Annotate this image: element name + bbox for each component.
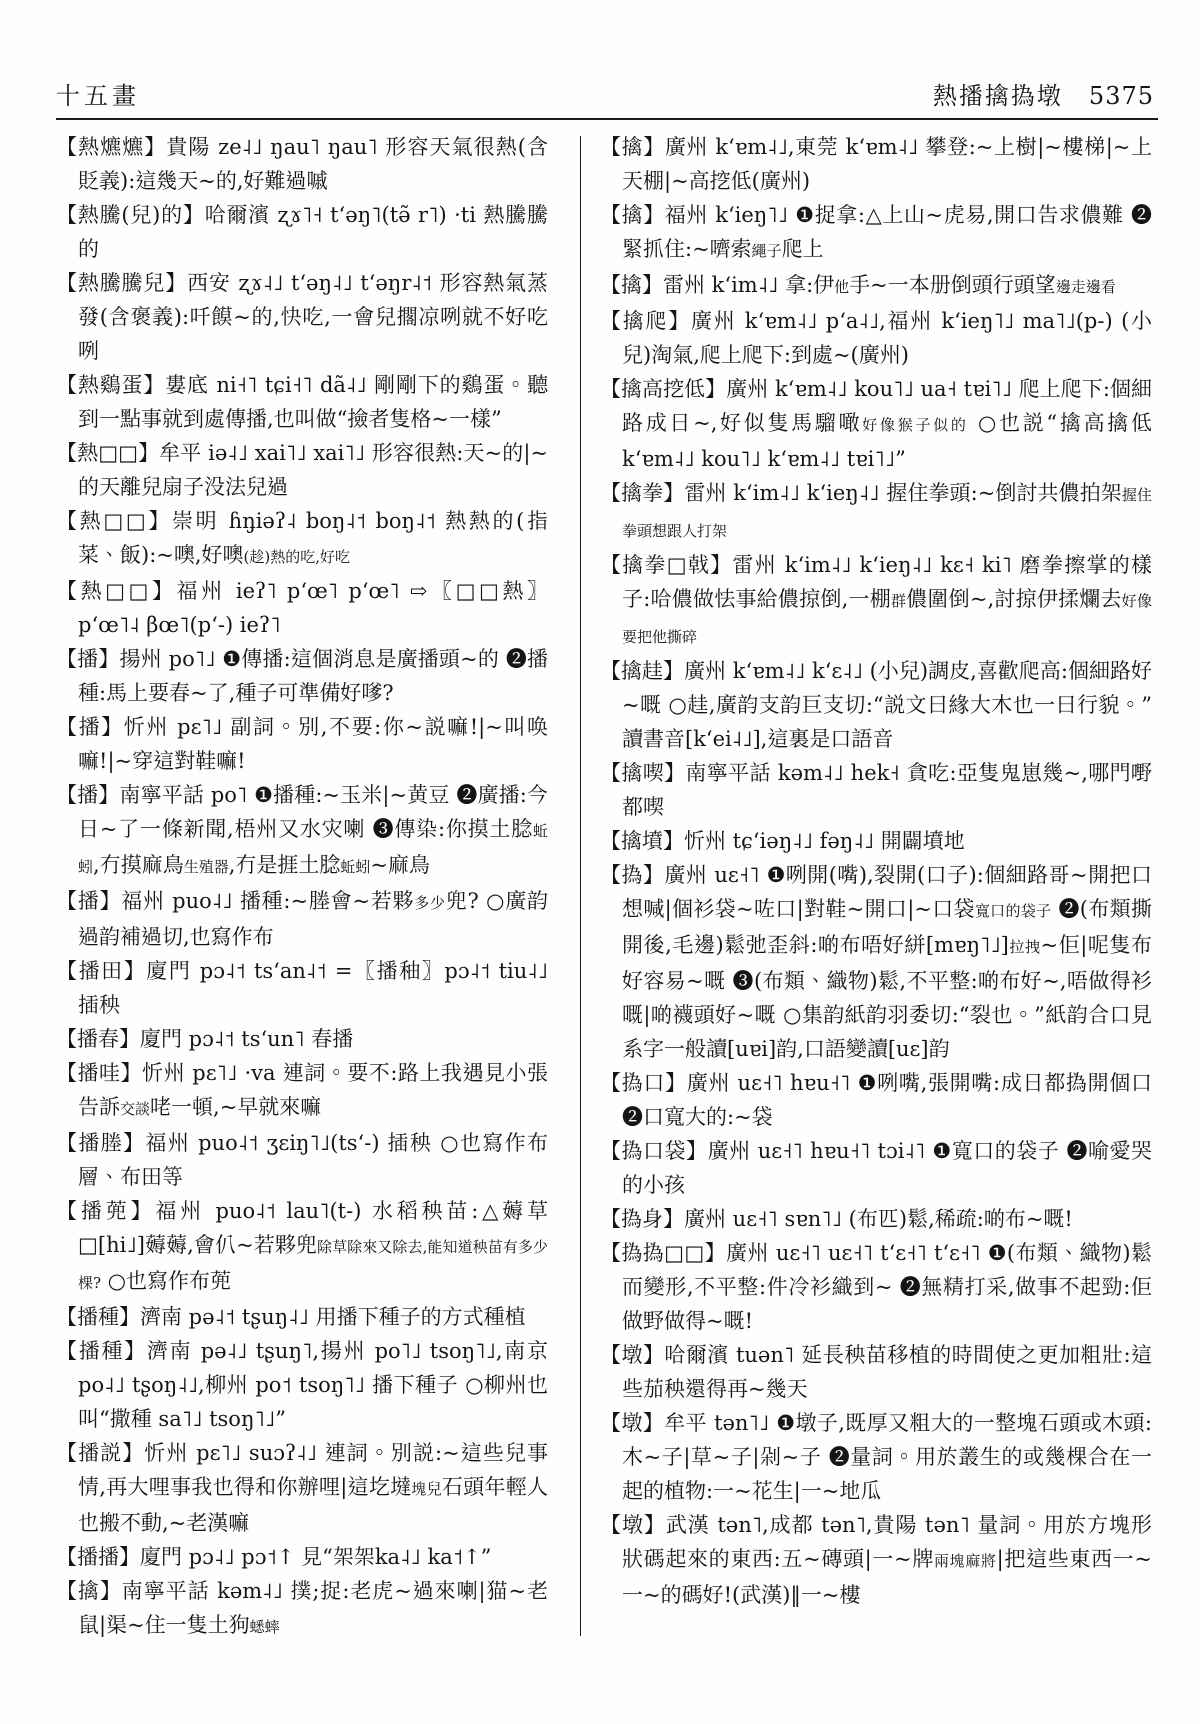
gloss-annotation: 兩塊麻將: [934, 1552, 997, 1570]
dictionary-entry: [56, 1334, 548, 1436]
entry-text: 【擒爬】廣州 kʻɐm˨˩ pʻa˨˩,福州 kʻieŋ˥˩ ma˥˩(p-) (小兒)淘氣,爬上爬下:到處~(廣州): [600, 309, 1152, 367]
dictionary-entry: [600, 1406, 1152, 1508]
column-divider: [580, 136, 581, 1636]
entry-text: 【播種】濟南 pə˨˩ tʂuŋ˥,揚州 po˥˩ tsoŋ˥˩,南京 po˨˩ tʂoŋ˨˩,柳州 po˦ tsoŋ˥˩ 播下種子 ○柳州也叫“撒種 sa˥˩ tsoŋ˥˩”: [56, 1339, 548, 1431]
entry-text: 【熱□□】崇明 ɦn̡iəʔ˨ boŋ˨˦ boŋ˨˦ 熱熱的(指菜、飯):~噢,好噢: [56, 509, 548, 567]
entry-text: 【擒喫】南寧平話 kəm˨˩ hek˧ 貪吃:亞隻鬼崽幾~,哪門嘢都喫: [600, 761, 1152, 819]
entry-text: ,冇摸麻鳥: [93, 853, 184, 877]
dictionary-entry: [56, 198, 548, 266]
entry-text: 【撝撝□□】廣州 uε˧˥ uε˧˥ tʻε˧˥ tʻε˧˥ ❶(布類、織物)鬆而變形,不平整:件冷衫織到~ ❷無精打采,做事不起勁:佢做野做得~嘅!: [600, 1241, 1152, 1333]
gloss-annotation: 除草除來又除去,能知道秧苗有多少棵?: [78, 1238, 548, 1292]
dictionary-entry: [600, 1134, 1152, 1202]
entry-text: 【墩】哈爾濱 tuən˥ 延長秧苗移植的時間使之更加粗壯:這些茄秧還得再~幾天: [600, 1343, 1152, 1401]
entry-text: 【播播】廈門 pɔ˨˩ pɔ˦↑ 見“架架ka˨˩ ka˦↑”: [56, 1545, 492, 1569]
entry-text: 兜? ○廣韵過韵補過切,也寫作布: [78, 889, 548, 949]
entry-text: 石頭年輕人也搬不動,~老漢嘛: [78, 1475, 548, 1535]
entry-text: 【熱□□】牟平 iə˨˩ xai˥˩ xai˥˩ 形容很熱:天~的|~的天離兒扇子没法兒過: [56, 441, 548, 499]
entry-text: 【擒墳】忻州 tɕʻiəŋ˨˩ fəŋ˨˩ 開闢墳地: [600, 829, 965, 853]
gloss-annotation: 他: [834, 278, 850, 296]
entry-text: 【擒】福州 kʻieŋ˥˩ ❶捉拿:△上山~虎易,開口告求儂難 ❷緊抓住:~嚌索: [600, 203, 1152, 261]
entry-text: ❷(布類撕開後,毛邊)鬆弛歪斜:啲布唔好絣[mɐŋ˥˩]: [622, 897, 1152, 957]
gloss-annotation: 握住拳頭想跟人打架: [622, 486, 1152, 540]
entry-text: 【墩】牟平 tən˥˩ ❶墩子,既厚又粗大的一整塊石頭或木頭:木~子|草~子|剁~子 ❷量詞。用於叢生的或幾棵合在一起的植物:一~花生|一~地瓜: [600, 1411, 1152, 1503]
entry-text: 【擒拳】雷州 kʻim˨˩ kʻieŋ˨˩ 握住拳頭:~倒討共儂拍架: [600, 481, 1122, 505]
dictionary-entry: [56, 130, 548, 198]
entry-text: 【擒高挖低】廣州 kʻɐm˨˩ kou˥˩ ua˧ tɐi˥˩ 爬上爬下:個細路成日~,好似隻馬騮噉: [600, 377, 1152, 435]
gloss-annotation: 好像要把他撕碎: [622, 592, 1152, 646]
dictionary-entry: [600, 1066, 1152, 1134]
dictionary-entry: [600, 824, 1152, 858]
gloss-annotation: 生殖器: [183, 858, 229, 876]
entry-text: ~佢|呢隻布好容易~嘅 ❸(布類、織物)鬆,不平整:啲布好~,唔做得衫嘅|啲襪頭好~嘅 ○集韵紙韵羽委切:“裂也。”紙韵合口見系字一般讀[uɐi]韵,口語變讀[uε]韵: [622, 933, 1152, 1061]
page-number: 5375: [1088, 82, 1154, 110]
gloss-annotation: 邊走邊看: [1055, 278, 1116, 296]
entry-text: 手~一本册倒頭行頭望: [849, 273, 1056, 297]
entry-text: 【撝身】廣州 uε˧˥ sɐn˥˩ (布匹)鬆,稀疏:啲布~嘅!: [600, 1207, 1073, 1231]
entry-text: 【播田】廈門 pɔ˨˦ tsʻan˨˦ =〖播秞〗pɔ˨˦ tiu˨˩ 插秧: [56, 959, 548, 1017]
dictionary-entry: [56, 954, 548, 1022]
entry-text: |把這些東西一~一~的碼好!(武漢)‖一~樓: [622, 1547, 1153, 1607]
dictionary-entry: [56, 778, 548, 884]
dictionary-entry: [56, 504, 548, 574]
dictionary-entry: [600, 268, 1152, 304]
entry-text: 【撝口】廣州 uε˧˥ hɐu˧˥ ❶咧嘴,張開嘴:成日都撝開個口 ❷口寬大的:~袋: [600, 1071, 1152, 1129]
dictionary-entry: [56, 1022, 548, 1056]
dictionary-entry: [56, 1540, 548, 1574]
dictionary-entry: [600, 372, 1152, 476]
entry-text: 【擒拳□戟】雷州 kʻim˨˩ kʻieŋ˨˩ kε˧ ki˥ 磨拳擦掌的樣子:哈儂做怯事給儂掠倒,一棚: [600, 553, 1152, 611]
entry-text: 爬上: [781, 237, 824, 261]
section-label: 十五畫: [56, 82, 140, 110]
entry-text: 【墩】武漢 tən˥,成都 tən˥,貴陽 tən˥ 量詞。用於方塊形狀碼起來的東西:五~磚頭|一~牌: [600, 1513, 1152, 1571]
gloss-annotation: 繩子: [751, 242, 782, 260]
dictionary-entry: [56, 436, 548, 504]
entry-text: ○也説“擒高擒低 kʻɐm˨˩ kou˥˩ kʻɐm˨˩ tɐi˥˩”: [622, 411, 1152, 471]
dictionary-entry: [600, 198, 1152, 268]
entry-text: 【播春】廈門 pɔ˨˦ tsʻun˥ 春播: [56, 1027, 354, 1051]
entry-text: 【播】忻州 pε˥˩ 副詞。別,不要:你~説嘛!|~叫唤嘛!|~穿這對鞋嘛!: [56, 715, 548, 773]
running-head: [933, 76, 1154, 111]
entry-text: ~麻鳥: [370, 853, 431, 877]
entry-text: 【播】揚州 po˥˩ ❶傳播:這個消息是廣播頭~的 ❷播種:馬上要春~了,種子可準備好嗲?: [56, 647, 548, 705]
entry-text: 【撝口袋】廣州 uε˧˥ hɐu˧˥ tɔi˨˥ ❶寬口的袋子 ❷喻愛哭的小孩: [600, 1139, 1152, 1197]
dictionary-entry: [56, 368, 548, 436]
entry-text: 【擒】南寧平話 kəm˨˩ 撲;捉:老虎~過來喇|猫~老鼠|渠~住一隻土狗: [56, 1579, 548, 1637]
dictionary-entry: [56, 1436, 548, 1540]
gloss-annotation: 塊兒: [411, 1480, 442, 1498]
entry-text: 【擒䞨】廣州 kʻɐm˨˩ kʻε˨˩ (小兒)調皮,喜歡爬高:個細路好~嘅 ○䞨,廣韵支韵巨支切:“説文曰緣大木也一曰行貌。”讀書音[kʻei˨˩],這裏是口語音: [600, 659, 1152, 751]
entry-text: 【播】南寧平話 po˥ ❶播種:~玉米|~黄豆 ❷廣播:今日~了一條新聞,梧州又水灾喇 ❸傳染:你摸土腍: [56, 783, 548, 841]
gloss-annotation: 蚯蚓: [340, 858, 371, 876]
dictionary-entry: [600, 130, 1152, 198]
entry-text: ○也寫作布蔸: [101, 1269, 232, 1293]
dictionary-entry: [600, 548, 1152, 654]
gloss-annotation: 群: [890, 592, 907, 610]
entry-text: 【播哇】忻州 pε˥˩ ·va 連詞。要不:路上我遇見小張告訴: [56, 1061, 548, 1119]
entry-text: 【播蔸】福州 puo˨˦ lau˥(t-) 水稻秧苗:△薅草□[hi˩]薅薅,會仈~若夥兜: [56, 1199, 548, 1257]
entry-text: 【播塍】福州 puo˨˦ ʒεiŋ˥˩(tsʻ-) 插秧 ○也寫作布層、布田等: [56, 1131, 548, 1189]
entry-text: 【熱□□】福州 ieʔ˥ pʻœ˥ pʻœ˥ ⇨〖□□熱〗pʻœ˥˨ βœ˥(pʻ-) ieʔ˥: [56, 579, 548, 637]
right-column: [600, 130, 1152, 1612]
entry-text: 【播種】濟南 pə˨˦ tʂuŋ˨˩ 用播下種子的方式種植: [56, 1305, 526, 1329]
gloss-annotation: 拉拽: [1008, 938, 1041, 956]
dictionary-entry: [56, 574, 548, 642]
dictionary-entry: [56, 884, 548, 954]
dictionary-entry: [56, 1056, 548, 1126]
header-rule: [56, 118, 1158, 120]
dictionary-entry: [56, 266, 548, 368]
dictionary-entry: [56, 1300, 548, 1334]
dictionary-entry: [56, 1126, 548, 1194]
dictionary-entry: [56, 1574, 548, 1644]
left-column: [56, 130, 548, 1644]
dictionary-entry: [600, 1338, 1152, 1406]
dictionary-entry: [600, 858, 1152, 1066]
entry-text: 儂圍倒~,討掠伊揉爛去: [906, 587, 1122, 611]
dictionary-entry: [600, 1236, 1152, 1338]
dictionary-entry: [56, 1194, 548, 1300]
entry-text: 【熱騰騰兒】西安 ʐɤ˨˩ tʻəŋ˨˩ tʻəŋr˨˦ 形容熱氣蒸發(含褒義):吀饃~的,快吃,一會兒擱凉咧就不好吃咧: [56, 271, 548, 363]
entry-text: 【擒】廣州 kʻɐm˨˩,東莞 kʻɐm˨˩ 攀登:~上樹|~樓梯|~上天棚|~高挖低(廣州): [600, 135, 1152, 193]
entry-text: 【播説】忻州 pε˥˩ suɔʔ˨˩ 連詞。別説:~這些兒事情,再大哩事我也得和你辦哩|這圪墶: [56, 1441, 548, 1499]
entry-text: 【熱鷄蛋】婁底 ni˧˥ tɕi˧˥ dã˨˩ 剛剛下的鷄蛋。聽到一點事就到處傳播,也叫做“撿者隻格~一樣”: [56, 373, 548, 431]
gloss-annotation: 多少: [414, 894, 446, 912]
entry-text: 【播】福州 puo˨˩ 播種:~塍會~若夥: [56, 889, 415, 913]
gloss-annotation: 好像猴子似的: [862, 416, 969, 434]
entry-text: 【熱爊爊】貴陽 ze˨˩ ŋau˥ ŋau˥ 形容天氣很熱(含貶義):這幾天~的,好難過嘁: [56, 135, 548, 193]
dictionary-entry: [600, 1202, 1152, 1236]
dictionary-entry: [600, 1508, 1152, 1612]
gloss-annotation: 蚯蚓: [78, 822, 548, 876]
entry-text: 【撝】廣州 uε˧˥ ❶咧開(嘴),裂開(口子):個細路哥~開把口想喊|個衫袋~咗口|對鞋~開口|~口袋: [600, 863, 1152, 921]
gloss-annotation: 交談: [120, 1100, 151, 1118]
entry-text: ,冇是捱土腍: [228, 853, 341, 877]
entry-text: 【熱騰(兒)的】哈爾濱 ʐɤ˥˧ tʻəŋ˥(tə̃ r˥) ·ti 熱騰騰的: [56, 203, 548, 261]
dictionary-entry: [600, 476, 1152, 548]
dictionary-entry: [600, 756, 1152, 824]
dictionary-entry: [600, 654, 1152, 756]
gloss-annotation: (趁)熱的吃,好吃: [243, 548, 351, 566]
guide-words: 熱播擒撝墩: [932, 82, 1063, 110]
dictionary-entry: [56, 642, 548, 710]
dictionary-entry: [600, 304, 1152, 372]
dictionary-entry: [56, 710, 548, 778]
gloss-annotation: 寬口的袋子: [974, 902, 1052, 920]
entry-text: 【擒】雷州 kʻim˨˩ 拿:伊: [600, 273, 835, 297]
entry-text: 咾一頓,~早就來嘛: [150, 1095, 322, 1119]
gloss-annotation: 蟋蟀: [249, 1618, 280, 1636]
